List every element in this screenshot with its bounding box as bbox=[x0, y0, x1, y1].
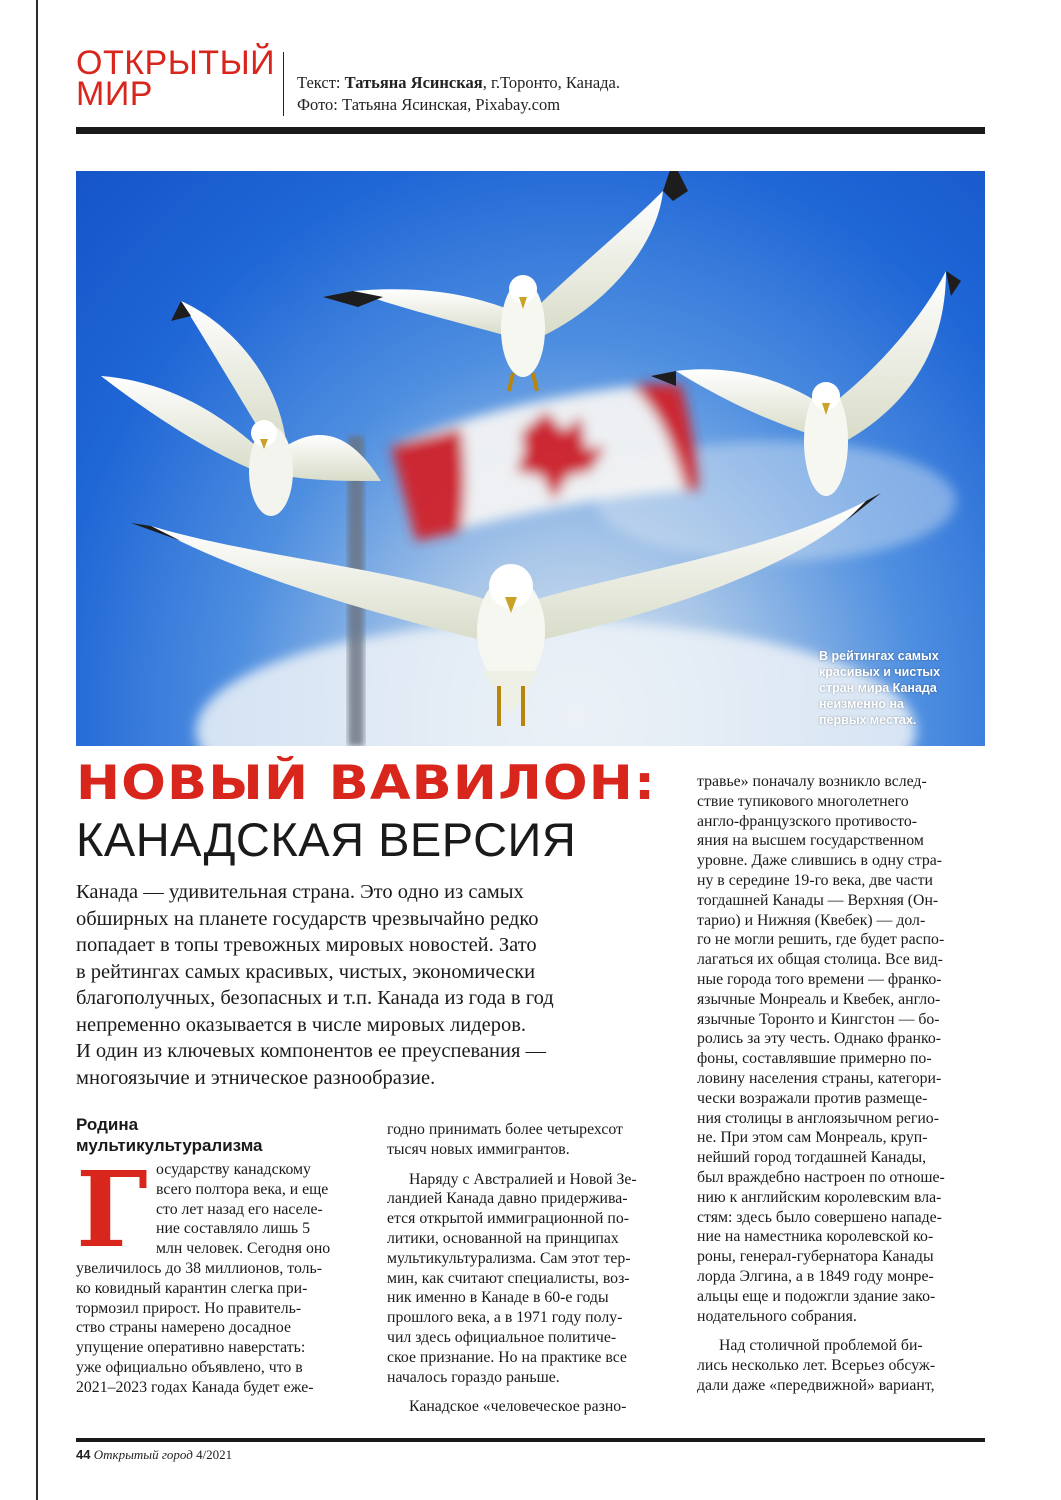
body-line: началось гораздо раньше. bbox=[387, 1368, 560, 1386]
body-column-3 bbox=[697, 772, 987, 1396]
lead-line: обширных на планете государств чрезвычайно редко bbox=[76, 907, 539, 930]
body-line: тысяч новых иммигрантов. bbox=[387, 1140, 570, 1158]
top-rule bbox=[76, 127, 985, 134]
body-line: нию к английским королевским вла- bbox=[697, 1188, 942, 1206]
seagull-left bbox=[101, 301, 381, 516]
body-line: стям: здесь было совершено нападе- bbox=[697, 1208, 942, 1226]
body-line: мультикультурализма. Сам этот тер- bbox=[387, 1249, 631, 1267]
text-credit-label: Текст: bbox=[297, 73, 345, 92]
subheading-line: Родина bbox=[76, 1115, 139, 1134]
header-divider bbox=[283, 52, 284, 116]
body-line: сто лет назад его населе- bbox=[156, 1200, 323, 1218]
body-line: нодательного собрания. bbox=[697, 1307, 857, 1325]
body-line: лись несколько лет. Всерьез обсуж- bbox=[697, 1357, 936, 1375]
drop-cap: Г bbox=[76, 1148, 148, 1271]
body-line: ко ковидный карантин слегка при- bbox=[76, 1279, 308, 1297]
body-line: упущение оперативно наверстать: bbox=[76, 1339, 306, 1357]
headline-line1: НОВЫЙ ВАВИЛОН: bbox=[76, 756, 657, 811]
text-credit bbox=[297, 72, 620, 94]
body-line: 2021–2023 годах Канада будет еже- bbox=[76, 1378, 314, 1396]
body-line: травье» поначалу возникло вслед- bbox=[697, 773, 927, 790]
lead-paragraph bbox=[76, 879, 636, 1091]
subheading-line: мультикультурализма bbox=[76, 1136, 263, 1155]
body-line: лагаться их общая столица. Все вид- bbox=[697, 951, 943, 969]
body-line: тогдашней Канады — Верхняя (Он- bbox=[697, 891, 939, 909]
body-line: тарио) и Нижняя (Квебек) — дол- bbox=[697, 911, 926, 929]
paragraph-gap bbox=[387, 1160, 667, 1170]
body-line: язычные Торонто и Кингстон — бо- bbox=[697, 1010, 940, 1028]
body-line: ные города того времени — франко- bbox=[697, 970, 942, 988]
body-line: уже официально объявлено, что в bbox=[76, 1358, 303, 1376]
body-line: язычные Монреаль и Квебек, англо- bbox=[697, 990, 941, 1008]
body-column-2 bbox=[387, 1120, 667, 1417]
body-line: был враждебно настроен по отноше- bbox=[697, 1168, 945, 1186]
body-line: яния на высшем государственном bbox=[697, 832, 924, 850]
paragraph-gap bbox=[697, 1326, 987, 1336]
magazine-name: Открытый город bbox=[90, 1447, 193, 1462]
body-line: млн человек. Сегодня оно bbox=[156, 1240, 331, 1258]
body-line: прошлого века, а в 1971 году полу- bbox=[387, 1309, 623, 1327]
hero-photo bbox=[76, 171, 985, 746]
lead-line: И один из ключевых компонентов ее преуспевания — bbox=[76, 1040, 547, 1062]
lead-line: попадает в топы тревожных мировых новостей. Зато bbox=[76, 934, 537, 956]
section-label-line1: ОТКРЫТЫЙ bbox=[76, 44, 276, 82]
body-line: Над столичной проблемой би- bbox=[719, 1337, 923, 1355]
body-line: не. При этом сам Монреаль, круп- bbox=[697, 1129, 928, 1147]
body-line: Наряду с Австралией и Новой Зе- bbox=[409, 1170, 637, 1188]
body-line: чил здесь официальное политиче- bbox=[387, 1328, 617, 1346]
body-line: ствие тупикового многолетнего bbox=[697, 792, 909, 810]
headline-line2: КАНАДСКАЯ ВЕРСИЯ bbox=[76, 813, 577, 866]
hero-caption-line: стран мира Канада bbox=[819, 681, 937, 695]
body-line: ние на наместника королевской ко- bbox=[697, 1228, 934, 1246]
lead-line: в рейтингах самых красивых, чистых, экономически bbox=[76, 960, 536, 983]
body-line: ловину населения страны, категори- bbox=[697, 1069, 942, 1087]
body-column-1 bbox=[76, 1148, 351, 1398]
body-line: англо-французского противосто- bbox=[697, 812, 917, 830]
issue-number: 4/2021 bbox=[192, 1447, 233, 1462]
section-label-line2: МИР bbox=[76, 75, 153, 113]
hero-caption-line: В рейтингах самых bbox=[819, 649, 939, 663]
hero-caption-line: красивых и чистых bbox=[819, 665, 941, 679]
page-number: 44 bbox=[76, 1447, 91, 1462]
lead-line: непременно оказывается в числе мировых лидеров. bbox=[76, 1013, 527, 1036]
body-line: дали даже «передвижной» вариант, bbox=[697, 1376, 935, 1394]
hero-caption-line: первых местах. bbox=[819, 713, 917, 727]
body-line: увеличилось до 38 миллионов, толь- bbox=[76, 1259, 322, 1277]
lead-line: многоязычие и этническое разнообразие. bbox=[76, 1066, 436, 1089]
photo-credit: Фото: Татьяна Ясинская, Pixabay.com bbox=[297, 95, 561, 114]
body-line: литики, основанной на принципах bbox=[387, 1229, 619, 1247]
body-line: нейший город тогдашней Канады, bbox=[697, 1149, 927, 1167]
hero-caption bbox=[819, 648, 979, 728]
bottom-rule bbox=[76, 1438, 985, 1442]
text-credit-author: Татьяна Ясинская bbox=[344, 73, 483, 92]
text-credit-location: , г.Торонто, Канада. bbox=[482, 73, 621, 92]
body-line: ство страны намерено досадное bbox=[76, 1319, 291, 1337]
body-line: уровне. Даже слившись в одну стра- bbox=[697, 852, 943, 870]
body-line: тормозил прирост. Но правитель- bbox=[76, 1299, 302, 1317]
body-line: ния столицы в англоязычном регио- bbox=[697, 1109, 939, 1127]
credits bbox=[297, 72, 620, 116]
body-line: фоны, составлявшие примерно по- bbox=[697, 1050, 932, 1068]
body-line: годно принимать более четырехсот bbox=[387, 1121, 623, 1138]
body-line: ется открытой иммиграционной по- bbox=[387, 1210, 630, 1228]
body-line: чески возражали против размеще- bbox=[697, 1089, 928, 1107]
lead-line: благополучных, безопасных и т.п. Канада из года в год bbox=[76, 987, 554, 1009]
body-line: лорда Элгина, а в 1849 году монре- bbox=[697, 1267, 934, 1285]
lead-line: Канада — удивительная страна. Это одно из самых bbox=[76, 881, 524, 903]
body-line: ние составляло лишь 5 bbox=[156, 1220, 310, 1238]
section-label bbox=[76, 44, 276, 113]
body-line: роны, генерал-губернатора Канады bbox=[697, 1248, 934, 1266]
body-line: Канадское «человеческое разно- bbox=[409, 1398, 627, 1416]
page-footer bbox=[76, 1447, 232, 1463]
body-line: альцы еще и подожгли здание зако- bbox=[697, 1287, 936, 1305]
body-line: мин, как считают специалисты, воз- bbox=[387, 1269, 630, 1287]
left-margin-rule bbox=[36, 0, 38, 1500]
body-line: ник именно в Канаде в 60-е годы bbox=[387, 1289, 609, 1307]
hero-caption-line: неизменно на bbox=[819, 697, 904, 711]
body-line: ну в середине 19-го века, две части bbox=[697, 871, 933, 889]
body-line: ролись за эту честь. Однако франко- bbox=[697, 1030, 942, 1048]
paragraph-gap bbox=[387, 1387, 667, 1397]
body-line: го не могли решить, где будет распо- bbox=[697, 931, 945, 949]
body-line: ское признание. Но на практике все bbox=[387, 1348, 627, 1366]
body-line: осударству канадскому bbox=[156, 1161, 311, 1178]
body-line: всего полтора века, и еще bbox=[156, 1180, 329, 1198]
seagull-top bbox=[323, 171, 688, 391]
body-line: ландией Канада давно придержива- bbox=[387, 1190, 628, 1208]
